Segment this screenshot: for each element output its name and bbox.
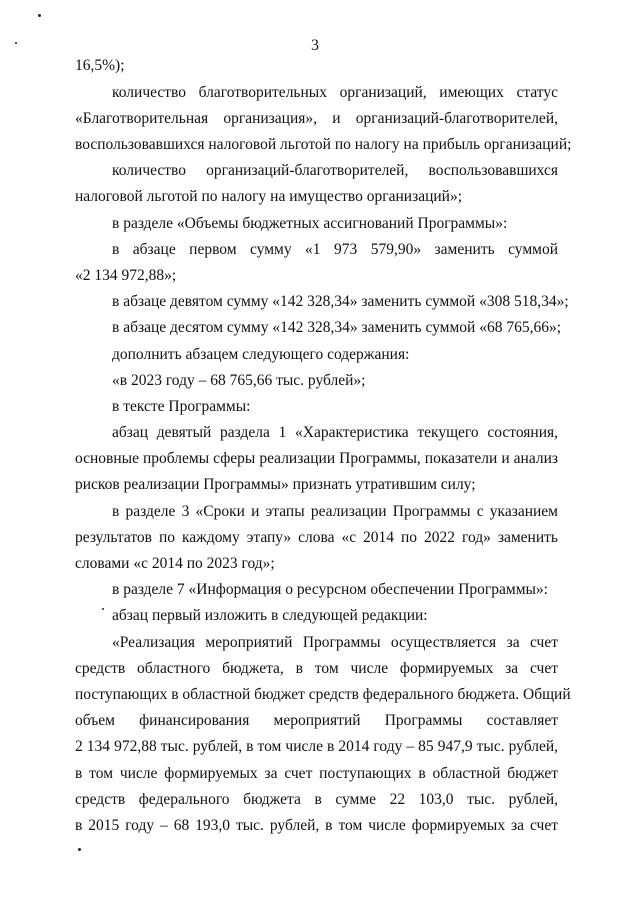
text-line: в том числе формируемых за счет поступающих в областной бюджет [75, 765, 558, 782]
text-line: абзац девятый раздела 1 «Характеристика текущего состояния, [112, 424, 558, 441]
text-line: в тексте Программы: [112, 398, 251, 415]
page-number: 3 [311, 37, 319, 54]
scan-speck [102, 608, 104, 610]
text-line: в разделе 7 «Информация о ресурсном обеспечении Программы»: [112, 581, 548, 598]
text-line: воспользовавшихся налоговой льготой по налогу на прибыль организаций; [75, 136, 572, 153]
text-line: объем финансирования мероприятий Программы составляет [75, 712, 558, 729]
text-line: в 2015 году – 68 193,0 тыс. рублей, в том числе формируемых за счет [75, 817, 558, 834]
text-line: основные проблемы сферы реализации Программы, показатели и анализ [75, 450, 558, 467]
text-line: «Реализация мероприятий Программы осуществляется за счет [112, 634, 558, 651]
text-line: средств областного бюджета, в том числе формируемых за счет [75, 660, 558, 677]
text-line: в разделе 3 «Сроки и этапы реализации Программы с указанием [112, 503, 558, 520]
scan-speck [15, 42, 17, 44]
text-line: поступающих в областной бюджет средств федерального бюджета. Общий [75, 686, 571, 703]
text-line: в абзаце девятом сумму «142 328,34» заменить суммой «308 518,34»; [112, 293, 569, 310]
text-line: средств федерального бюджета в сумме 22 103,0 тыс. рублей, [75, 791, 558, 808]
text-line: 2 134 972,88 тыс. рублей, в том числе в 2014 году – 85 947,9 тыс. рублей, [75, 738, 558, 755]
scan-speck [78, 848, 81, 851]
text-line: «2 134 972,88»; [75, 267, 177, 284]
text-line: количество благотворительных организаций, имеющих статус [112, 84, 558, 101]
text-line: в абзаце первом сумму «1 973 579,90» заменить суммой [112, 241, 558, 258]
text-line: «в 2023 году – 68 765,66 тыс. рублей»; [112, 372, 366, 389]
text-line: «Благотворительная организация», и организаций-благотворителей, [75, 110, 558, 127]
text-line: словами «с 2014 по 2023 год»; [75, 555, 275, 572]
text-line: количество организаций-благотворителей, воспользовавшихся [112, 162, 558, 179]
text-line: дополнить абзацем следующего содержания: [112, 346, 410, 363]
text-line: в разделе «Объемы бюджетных ассигнований Программы»: [112, 215, 508, 232]
text-line: в абзаце десятом сумму «142 328,34» заменить суммой «68 765,66»; [112, 319, 562, 336]
text-line: рисков реализации Программы» признать утратившим силу; [75, 476, 476, 493]
text-line: абзац первый изложить в следующей редакции: [112, 607, 428, 624]
text-line: налоговой льготой по налогу на имущество организаций»; [75, 188, 463, 205]
text-line: 16,5%); [75, 57, 125, 74]
scan-speck [38, 14, 41, 17]
text-line: результатов по каждому этапу» слова «с 2014 по 2022 год» заменить [75, 529, 558, 546]
